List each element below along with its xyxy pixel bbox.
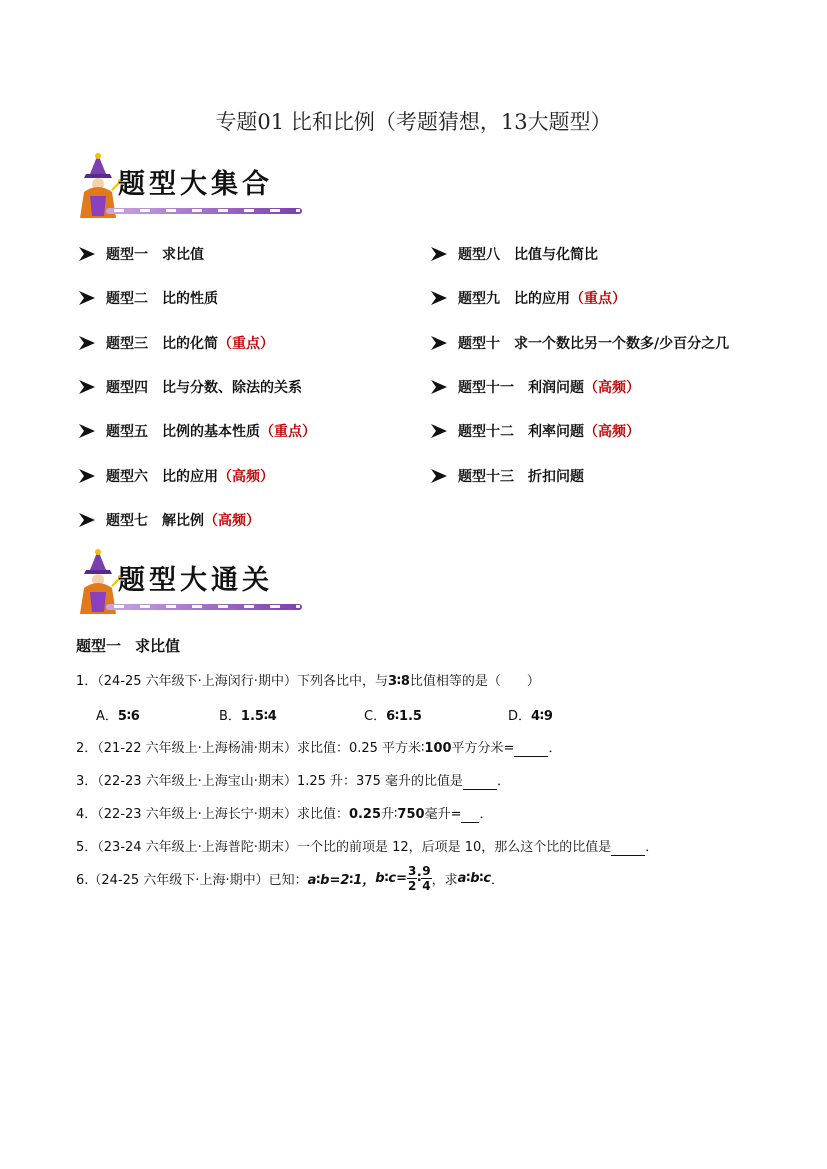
section-banner-pass [76, 548, 306, 618]
arrow-bullet-icon [430, 335, 448, 351]
toc-num: 题型六 [106, 468, 148, 485]
toc-name: 比与分数、除法的关系 [162, 379, 302, 396]
toc-tag: （重点） [260, 424, 316, 441]
q6-colon: ∶ [417, 871, 422, 886]
fraction-denominator: 2 [408, 879, 417, 893]
toc-name: 折扣问题 [528, 468, 584, 485]
q6-abc: a∶b∶c [457, 871, 492, 886]
page-title: 专题01 比和比例（考题猜想，13大题型） [215, 110, 612, 134]
toc-item[interactable] [430, 466, 584, 486]
q5-end: ． [645, 840, 659, 855]
toc-tag: （高频） [584, 424, 640, 441]
choice-letter: B． [219, 709, 241, 724]
arrow-bullet-icon [78, 512, 96, 528]
toc-name: 比值与化简比 [514, 247, 598, 263]
toc-name: 利润问题 [528, 379, 584, 396]
arrow-bullet-icon [78, 379, 96, 395]
q4-mid: 升∶ [381, 807, 398, 822]
choice-value: 6∶1.5 [386, 709, 422, 724]
toc-num: 题型十 [458, 335, 500, 352]
question-3 [76, 770, 510, 790]
arrow-bullet-icon [78, 423, 96, 439]
arrow-bullet-icon [78, 290, 96, 306]
toc-item[interactable] [78, 333, 274, 353]
choice-a[interactable] [96, 705, 140, 724]
q1-ratio: 3∶8 [387, 674, 410, 689]
toc-name: 求比值 [162, 247, 204, 263]
choice-letter: A． [96, 709, 118, 724]
toc-num: 题型八 [458, 247, 500, 263]
toc-name: 比的应用 [514, 291, 570, 308]
toc-tag: （高频） [204, 512, 260, 529]
toc-item[interactable] [78, 244, 204, 264]
q4-suffix: 毫升= [424, 807, 462, 822]
section-num: 题型一 [76, 637, 122, 655]
q5-prefix: 5．（23-24 六年级上·上海普陀·期末）一个比的前项是 12，后项是 10，那么这个比的比值是 [76, 840, 612, 855]
toc-num: 题型十三 [458, 468, 514, 485]
answer-blank[interactable] [611, 840, 645, 856]
toc-name: 解比例 [162, 512, 204, 529]
q2-suffix: 平方分米= [451, 741, 515, 756]
toc-item[interactable] [78, 421, 316, 441]
toc-num: 题型十二 [458, 424, 514, 441]
toc-item[interactable] [78, 466, 274, 486]
toc-num: 题型五 [106, 424, 148, 441]
arrow-bullet-icon [78, 468, 96, 484]
q4-bold2: 750 [397, 807, 425, 822]
toc-item[interactable] [78, 288, 218, 308]
toc-tag: （高频） [584, 379, 640, 396]
toc-name: 比例的基本性质 [162, 424, 260, 441]
q3-prefix: 3．（22-23 六年级上·上海宝山·期末）1.25 升：375 毫升的比值是 [76, 774, 463, 789]
toc-name: 比的性质 [162, 291, 218, 308]
choice-value: 4∶9 [531, 709, 553, 724]
q2-prefix: 2．（21-22 六年级上·上海杨浦·期末）求比值：0.25 平方米∶ [76, 741, 425, 756]
choice-b[interactable] [219, 705, 277, 724]
toc-num: 题型七 [106, 512, 148, 529]
toc-item[interactable] [78, 510, 260, 530]
q6-prefix: 6.（24-25 六年级下·上海·期中）已知： [76, 873, 308, 888]
q4-end: ． [479, 807, 493, 822]
answer-blank[interactable] [461, 807, 479, 823]
fraction-3-2 [407, 864, 417, 893]
toc-name: 比的应用 [162, 468, 218, 485]
arrow-bullet-icon [430, 423, 448, 439]
toc-num: 题型一 [106, 247, 148, 263]
toc-item[interactable] [430, 377, 640, 397]
toc-num: 题型四 [106, 379, 148, 396]
fraction-numerator: 3 [408, 864, 417, 878]
banner-dash [114, 605, 300, 608]
choice-letter: D． [508, 709, 532, 724]
toc-num: 题型二 [106, 291, 148, 308]
q6-ask: ，求 [431, 873, 458, 888]
toc-item[interactable] [430, 333, 729, 353]
q3-end: ． [496, 774, 510, 789]
q1-suffix: 比值相等的是（ ） [409, 674, 540, 689]
toc-num: 题型三 [106, 335, 148, 352]
q1-prefix: 1．（24-25 六年级下·上海闵行·期中）下列各比中，与 [76, 674, 388, 689]
toc-item[interactable] [430, 288, 626, 308]
question-1 [76, 670, 540, 689]
q2-end: ． [548, 741, 562, 756]
arrow-bullet-icon [430, 379, 448, 395]
fraction-denominator: 4 [422, 879, 431, 893]
arrow-bullet-icon [430, 468, 448, 484]
arrow-bullet-icon [78, 335, 96, 351]
banner-dash [114, 209, 300, 212]
toc-num: 题型十一 [458, 379, 514, 396]
q4-prefix: 4．（22-23 六年级上·上海长宁·期末）求比值： [76, 807, 349, 822]
question-5 [76, 836, 658, 856]
q2-bold: 100 [424, 741, 452, 756]
banner-title: 题型大集合 [118, 169, 273, 200]
choice-c[interactable] [364, 705, 422, 724]
answer-blank[interactable] [463, 774, 497, 790]
toc-num: 题型九 [458, 291, 500, 308]
answer-blank[interactable] [514, 741, 548, 757]
section-heading [76, 635, 180, 656]
q6-ab: a∶b=2∶1， [307, 873, 376, 888]
toc-item[interactable] [430, 244, 598, 264]
section-name: 求比值 [135, 637, 181, 655]
choice-d[interactable] [508, 705, 553, 724]
toc-name: 求一个数比另一个数多/少百分之几 [514, 335, 730, 352]
q6-bc: b∶c= [375, 871, 408, 886]
banner-title: 题型大通关 [118, 565, 273, 596]
toc-item[interactable] [430, 421, 640, 441]
choice-value: 1.5∶4 [240, 709, 277, 724]
question-4 [76, 803, 492, 823]
arrow-bullet-icon [430, 290, 448, 306]
question-2 [76, 737, 561, 757]
fraction-numerator: 9 [422, 864, 431, 878]
toc-name: 利率问题 [528, 424, 584, 441]
toc-item[interactable] [78, 377, 302, 397]
q4-bold1: 0.25 [348, 807, 382, 822]
toc-tag: （重点） [570, 291, 626, 308]
choice-value: 5∶6 [117, 709, 140, 724]
toc-tag: （高频） [218, 468, 274, 485]
section-banner-collection [76, 152, 306, 222]
choice-letter: C． [364, 709, 387, 724]
toc-tag: （重点） [218, 335, 274, 352]
arrow-bullet-icon [430, 246, 448, 262]
toc-name: 比的化简 [162, 335, 218, 352]
fraction-9-4 [421, 864, 431, 893]
arrow-bullet-icon [78, 246, 96, 262]
q6-end: ． [491, 873, 505, 888]
question-6 [76, 864, 504, 893]
